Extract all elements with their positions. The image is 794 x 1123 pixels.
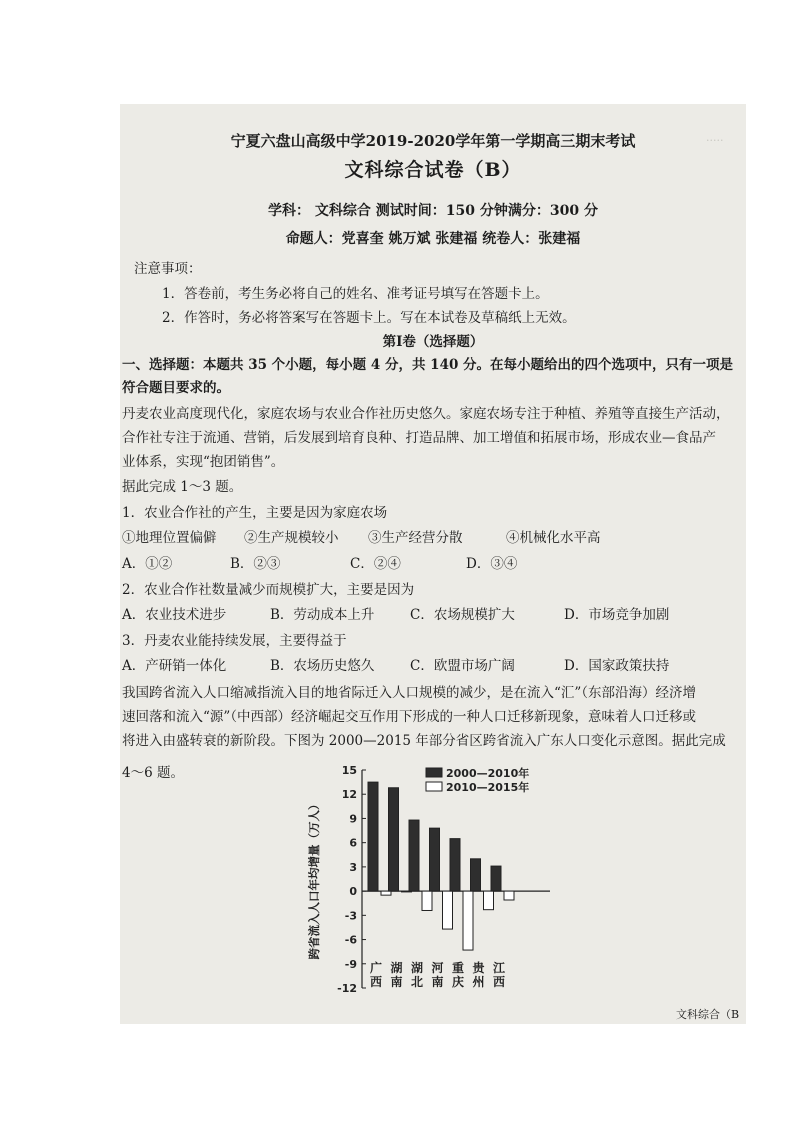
section-intro: 一、选择题：本题共 35 个小题，每小题 4 分，共 140 分。在每小题给出的四个选项中，只有一项是 — [122, 357, 734, 373]
bleed-through-text: ····· — [706, 134, 724, 147]
y-tick-label: -6 — [344, 933, 357, 947]
exam-meta-subject: 学科： 文科综合 测试时间：150 分钟满分：300 分 — [268, 203, 598, 219]
legend-label: 2000—2010年 — [446, 767, 530, 780]
category-label: 湖 — [390, 961, 403, 975]
question-1-option-c: C．②④ — [350, 556, 401, 572]
y-axis-title: 跨省流入人口年均增量（万人） — [307, 798, 321, 960]
bar-2010-2015 — [381, 891, 391, 895]
bar-2000-2010 — [409, 820, 419, 891]
y-tick-label: 9 — [349, 812, 357, 826]
category-label: 庆 — [451, 975, 465, 989]
bar-2000-2010 — [430, 828, 440, 891]
category-label: 贵 — [472, 961, 485, 975]
question-3-option-d: D．国家政策扶持 — [564, 658, 670, 674]
bar-2000-2010 — [368, 782, 378, 891]
category-label: 湖 — [410, 961, 424, 975]
bar-2010-2015 — [463, 891, 473, 950]
passage-line: 合作社专注于流通、营销，后发展到培育良种、打造品牌、加工增值和拓展市场，形成农业—食品产 — [122, 430, 716, 446]
notes-heading: 注意事项： — [134, 261, 202, 277]
bar-2000-2010 — [491, 866, 501, 891]
question-1-option-d: D．③④ — [466, 556, 518, 572]
y-tick-label: 15 — [341, 764, 357, 777]
bar-2010-2015 — [504, 891, 514, 900]
question-3-stem: 3．丹麦农业能持续发展，主要得益于 — [122, 633, 347, 649]
bar-2000-2010 — [450, 839, 460, 891]
passage-line: 我国跨省流入人口缩减指流入目的地省际迁入人口规模的减少，是在流入“汇”（东部沿海）经济增 — [122, 685, 697, 701]
exam-title: 宁夏六盘山高级中学2019-2020学年第一学期高三期末考试 — [230, 132, 636, 150]
note-item: 1．答卷前，考生务必将自己的姓名、准考证号填写在答题卡上。 — [162, 286, 549, 302]
passage-prompt: 4～6 题。 — [122, 765, 184, 781]
category-label: 西 — [492, 975, 506, 989]
question-2-option-c: C．农场规模扩大 — [410, 607, 515, 623]
exam-meta-authors: 命题人：党喜奎 姚万斌 张建福 统卷人：张建福 — [285, 231, 581, 247]
bar-2000-2010 — [471, 859, 481, 891]
question-1-option-b: B．②③ — [230, 556, 281, 572]
question-2-option-a: A．农业技术进步 — [122, 607, 227, 623]
category-label: 北 — [410, 975, 424, 989]
bar-chart — [304, 764, 554, 1000]
y-tick-label: 3 — [349, 860, 357, 874]
question-3-option-b: B．农场历史悠久 — [270, 658, 375, 674]
question-2-option-b: B．劳动成本上升 — [270, 607, 375, 623]
bar-2010-2015 — [484, 891, 494, 910]
legend-label: 2010—2015年 — [446, 781, 530, 794]
y-tick-label: 6 — [349, 836, 357, 850]
section-intro: 符合题目要求的。 — [122, 380, 230, 396]
y-tick-label: 0 — [349, 885, 357, 899]
page-footer: 文科综合（B — [676, 1008, 740, 1021]
question-3-option-a: A．产研销一体化 — [122, 658, 227, 674]
passage-prompt: 据此完成 1～3 题。 — [122, 479, 243, 495]
y-tick-label: -3 — [344, 909, 357, 923]
question-1-stem: 1．农业合作社的产生，主要是因为家庭农场 — [122, 505, 388, 521]
exam-subtitle: 文科综合试卷（B） — [344, 159, 522, 181]
bar-2010-2015 — [422, 891, 432, 910]
passage-line: 业体系，实现“抱团销售”。 — [122, 454, 285, 470]
exam-paper — [120, 104, 746, 1024]
section-title: 第Ⅰ卷（选择题） — [382, 334, 484, 350]
legend-swatch — [426, 768, 442, 777]
question-2-option-d: D．市场竞争加剧 — [564, 607, 670, 623]
question-1-item: ④机械化水平高 — [506, 530, 601, 546]
bar-2010-2015 — [443, 891, 453, 929]
passage-line: 将进入由盛转衰的新阶段。下图为 2000—2015 年部分省区跨省流入广东人口变化示意图。据此完成 — [122, 733, 726, 749]
category-label: 西 — [369, 975, 383, 989]
category-label: 河 — [431, 961, 444, 975]
question-3-option-c: C．欧盟市场广阔 — [410, 658, 515, 674]
category-label: 广 — [369, 961, 383, 975]
legend-swatch — [426, 782, 442, 791]
passage-line: 丹麦农业高度现代化，家庭农场与农业合作社历史悠久。家庭农场专注于种植、养殖等直接生产活动， — [122, 406, 730, 422]
category-label: 南 — [390, 975, 403, 989]
y-tick-label: 12 — [341, 788, 357, 802]
note-item: 2．作答时，务必将答案写在答题卡上。写在本试卷及草稿纸上无效。 — [162, 310, 576, 326]
question-1-item: ③生产经营分散 — [368, 530, 463, 546]
bar-2000-2010 — [389, 788, 399, 891]
passage-line: 速回落和流入“源”（中西部）经济崛起交互作用下形成的一种人口迁移新现象，意味着人口迁移或 — [122, 709, 697, 725]
category-label: 重 — [451, 961, 465, 975]
question-1-option-a: A．①② — [122, 556, 173, 572]
y-tick-label: -12 — [337, 982, 357, 995]
category-label: 州 — [472, 975, 485, 989]
question-1-item: ①地理位置偏僻 — [122, 530, 217, 546]
category-label: 江 — [492, 961, 506, 975]
question-2-stem: 2．农业合作社数量减少而规模扩大，主要是因为 — [122, 582, 415, 598]
y-tick-label: -9 — [344, 957, 357, 971]
category-label: 南 — [431, 975, 444, 989]
question-1-item: ②生产规模较小 — [244, 530, 339, 546]
